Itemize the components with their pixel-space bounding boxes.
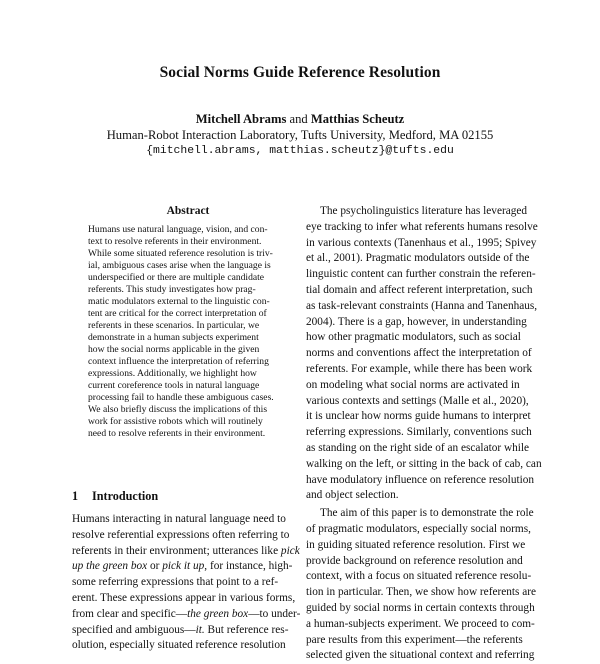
- body-line: erent. These expressions appear in various forms,: [72, 591, 296, 604]
- body-line: selected given the situational context and referring: [306, 649, 535, 662]
- body-line: some referring expressions that point to a ref-: [72, 576, 279, 589]
- body-line: norms and conventions affect the interpretation of: [306, 347, 532, 360]
- body-line: as task-relevant constraints (Hanna and Tanenhaus,: [306, 299, 538, 312]
- right-column-body: [306, 204, 542, 664]
- body-line: tion in particular. Then, we show how referents are: [306, 586, 537, 599]
- body-line: how other pragmatic modulators, such as social: [306, 331, 521, 344]
- body-text: referents in their environment; utterances like: [72, 544, 281, 557]
- abstract-heading: Abstract: [166, 205, 210, 217]
- body-line: guided by social norms in certain contexts through: [306, 601, 535, 614]
- body-line: tial domain and affect referent interpretation, such: [306, 283, 533, 296]
- body-line: provide background on reference resolution and: [306, 554, 523, 567]
- abstract-line: text to resolve referents in their environment.: [88, 236, 262, 247]
- body-line: The aim of this paper is to demonstrate the role: [320, 507, 534, 520]
- emphasis-text: it.: [195, 623, 205, 636]
- introduction-body: [72, 512, 301, 654]
- body-line: olution, especially situated reference resolution: [72, 639, 286, 652]
- abstract-line: processing fail to handle these ambiguous cases.: [88, 392, 274, 403]
- author-separator: and: [289, 112, 308, 126]
- abstract-line: underspecified or there are multiple candidate: [88, 272, 265, 283]
- paper-title: Social Norms Guide Reference Resolution: [159, 64, 441, 81]
- abstract-line: demonstrate in a human subjects experiment: [88, 332, 259, 343]
- abstract-line: Humans use natural language, vision, and con-: [88, 224, 268, 235]
- abstract-line: referents in these scenarios. In particular, we: [88, 320, 260, 331]
- body-line: [72, 607, 301, 623]
- body-line: it is unclear how norms guide humans to interpret: [306, 410, 531, 423]
- section-number: 1: [72, 489, 79, 503]
- body-line: in guiding situated reference resolution. First we: [306, 538, 526, 551]
- body-line: context, with a focus on situated reference resolu-: [306, 570, 532, 583]
- section-heading: [72, 489, 158, 504]
- body-line: The psycholinguistics literature has leveraged: [320, 205, 528, 217]
- abstract-line: context influence the interpretation of referring: [88, 356, 269, 367]
- body-line: various contexts and settings (Malle et al., 2020),: [306, 394, 529, 407]
- abstract-line: While some situated reference resolution is triv-: [88, 248, 273, 259]
- body-text: —to under-: [248, 607, 301, 620]
- body-line: et al., 2001). Pragmatic modulators outside of the: [306, 252, 530, 265]
- body-line: in various contexts (Tanenhaus et al., 1995; Spivey: [306, 236, 537, 249]
- author-line: [0, 112, 600, 127]
- body-line: [72, 559, 296, 575]
- abstract-line: current coreference tools in natural language: [88, 380, 260, 391]
- body-line: [72, 623, 296, 639]
- author-email: {mitchell.abrams, matthias.scheutz}@tufts.edu: [146, 145, 454, 157]
- body-line: 2004). There is a gap, however, in understanding: [306, 315, 527, 328]
- author-name: Mitchell Abrams: [195, 112, 287, 126]
- body-line: on modeling what social norms are activated in: [306, 378, 520, 391]
- abstract-line: We also briefly discuss the implications of this: [88, 404, 268, 415]
- body-text: specified and ambiguous—: [72, 623, 196, 636]
- abstract-line: need to resolve referents in their environment.: [88, 428, 266, 439]
- emphasis-text: the green box: [187, 607, 249, 620]
- body-line: of pragmatic modulators, especially social norms,: [306, 522, 531, 535]
- body-line: walking on the left, or sitting in the back of cab, can: [306, 457, 542, 470]
- emphasis-text: pick: [280, 544, 300, 557]
- author-name: Matthias Scheutz: [310, 112, 405, 126]
- body-text: or: [147, 560, 163, 573]
- affiliation: Human-Robot Interaction Laboratory, Tufts University, Medford, MA 02155: [106, 128, 494, 142]
- abstract-line: work for assistive robots which will routinely: [88, 416, 263, 427]
- abstract-line: referents. This study investigates how prag-: [88, 284, 256, 295]
- body-text: But reference res-: [204, 623, 289, 636]
- emphasis-text: pick it up: [162, 560, 205, 573]
- body-line: have modulatory influence on reference resolution: [306, 473, 535, 486]
- body-line: linguistic content can further constrain the referen-: [306, 268, 536, 281]
- body-text: from clear and specific—: [72, 607, 188, 620]
- abstract-line: matic modulators external to the linguistic con-: [88, 296, 270, 307]
- abstract-body: [88, 224, 280, 440]
- abstract-line: how the social norms applicable in the given: [88, 344, 260, 355]
- emphasis-text: up the green box: [72, 560, 148, 573]
- body-line: referring expressions. Similarly, conventions such: [306, 426, 532, 439]
- abstract-line: expressions. Additionally, we highlight how: [88, 368, 257, 379]
- section-title: Introduction: [92, 489, 159, 503]
- body-line: referents. For example, while there has been work: [306, 362, 533, 375]
- body-line: and object selection.: [306, 489, 399, 502]
- body-line: eye tracking to infer what referents humans resolve: [306, 220, 538, 233]
- body-line: Humans interacting in natural language need to: [72, 513, 286, 525]
- body-line: a human-subjects experiment. We proceed to com-: [306, 617, 535, 630]
- body-line: [72, 544, 300, 560]
- abstract-line: tent are critical for the correct interpretation of: [88, 308, 267, 319]
- body-text: , for instance, high-: [204, 560, 293, 573]
- body-line: pare results from this experiment—the referents: [306, 633, 523, 646]
- body-line: resolve referential expressions often referring to: [72, 528, 290, 541]
- abstract-line: ial, ambiguous cases arise when the language is: [88, 260, 271, 271]
- body-line: as standing on the right side of an escalator while: [306, 441, 530, 454]
